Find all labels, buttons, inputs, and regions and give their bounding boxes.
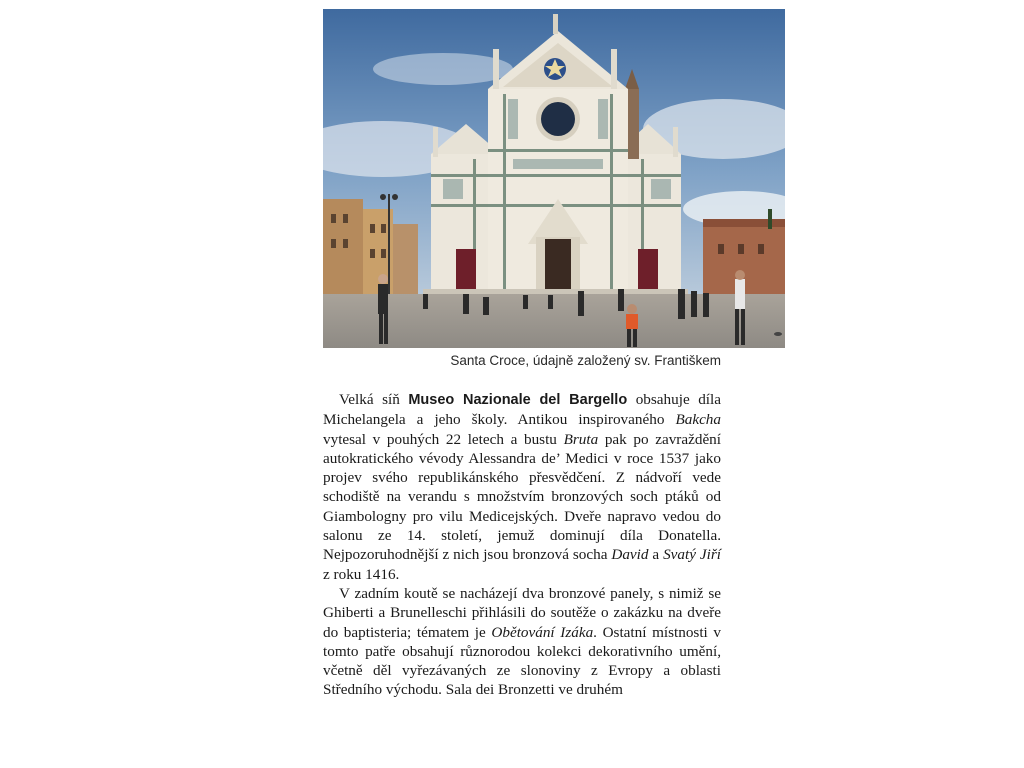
- artwork-title: Bakcha: [675, 411, 721, 429]
- museum-name: Museo Nazionale del Bargello: [408, 392, 628, 408]
- santa-croce-photo: [323, 9, 785, 348]
- artwork-title: Bruta: [563, 430, 599, 448]
- text-run: pak po zavraždění autokratického vévody Alessandra de’ Medici v roce 1537 jako projev svého republikánského přesvědčení. Z nádvoří vede schodiště na verandu s množstvím bronzových soch ptáků od Giambologny pro vilu Medicejských. Dveře napravo vedou do salonu ze 14. století, jemuž dominují díla Donatella. Nejpozoruhodnější z nich jsou bronzová socha: [323, 430, 721, 564]
- text-run: . Ostatní místnosti v tomto patře obsahují různorodou kolekci dekorativního umění, včetně děl vyřezávaných ze slonoviny z Evropy a oblasti Středního východu. Sala dei Bronzetti ve druhém: [323, 623, 721, 699]
- artwork-title: Obětování Izáka: [491, 623, 594, 641]
- paragraph-1: [323, 390, 721, 584]
- photo-caption: Santa Croce, údajně založený sv. Františkem: [450, 353, 721, 368]
- artwork-title: David: [611, 546, 649, 564]
- text-run: a: [648, 546, 664, 564]
- text-run: Velká síň: [339, 391, 409, 408]
- artwork-title: Svatý Jiří: [663, 546, 721, 564]
- text-run: V zadním koutě se nacházejí dva bronzové panely, s nimiž se Ghiberti a Brunelleschi přihlásili do soutěže o zakázku na dveře do baptisteria; tématem je: [323, 584, 721, 641]
- text-run: vytesal v pouhých 22 letech a bustu: [323, 430, 564, 448]
- text-run: obsahuje díla Michelangela a jeho školy. Antikou inspirovaného: [323, 391, 721, 429]
- article-body: [323, 390, 721, 700]
- text-run: z roku 1416.: [323, 565, 400, 583]
- paragraph-2: [323, 584, 721, 700]
